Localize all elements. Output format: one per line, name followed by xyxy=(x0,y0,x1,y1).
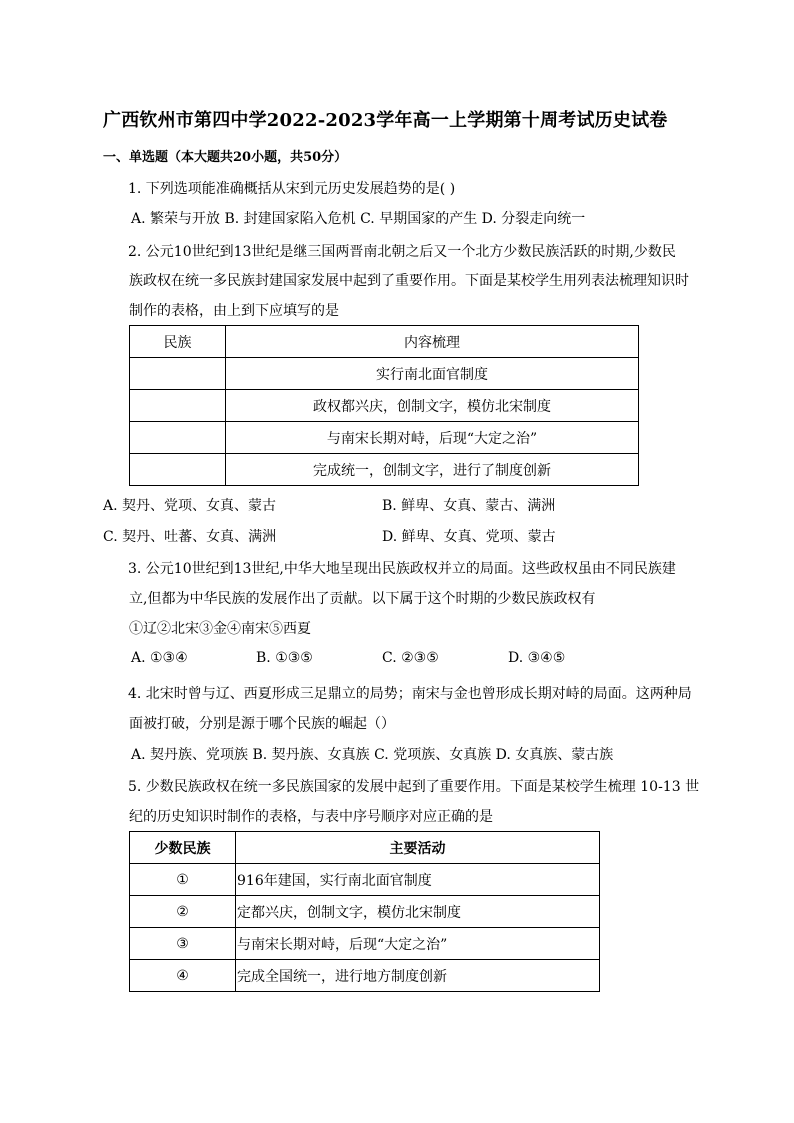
q2-option-c: C. 契丹、吐蕃、女真、满洲 xyxy=(103,529,277,545)
q1-stem: 1. 下列选项能准确概括从宋到元历史发展趋势的是( ) xyxy=(128,181,456,197)
q2-stem-line2: 族政权在统一多民族封建国家发展中起到了重要作用。下面是某校学生用列表法梳理知识时 xyxy=(129,273,689,289)
table-row xyxy=(130,422,639,454)
table-cell-blank xyxy=(130,454,226,486)
table-row xyxy=(130,960,600,992)
q3-option-c: C. ②③⑤ xyxy=(382,650,439,666)
table-cell: 916年建国，实行南北面官制度 xyxy=(236,864,600,896)
table-cell-blank xyxy=(130,358,226,390)
q5-stem-line1: 5. 少数民族政权在统一多民族国家的发展中起到了重要作用。下面是某校学生梳理 10-13 世 xyxy=(128,779,700,795)
q4-options: A. 契丹族、党项族 B. 契丹族、女真族 C. 党项族、女真族 D. 女真族、蒙古族 xyxy=(131,747,614,763)
q2-stem-line1: 2. 公元10世纪到13世纪是继三国两晋南北朝之后又一个北方少数民族活跃的时期,少数民 xyxy=(128,244,676,260)
table-header-cell: 民族 xyxy=(130,326,226,358)
table-cell: 定都兴庆，创制文字，模仿北宋制度 xyxy=(236,896,600,928)
table-row xyxy=(130,390,639,422)
q2-stem-line3: 制作的表格，由上到下应填写的是 xyxy=(129,303,339,319)
table-cell: 完成统一，创制文字，进行了制度创新 xyxy=(226,454,639,486)
table-cell: 完成全国统一，进行地方制度创新 xyxy=(236,960,600,992)
table-cell: 实行南北面官制度 xyxy=(226,358,639,390)
q2-option-b: B. 鲜卑、女真、蒙古、满洲 xyxy=(382,498,556,514)
q4-stem-line2: 面被打破，分别是源于哪个民族的崛起（） xyxy=(129,716,395,732)
table-cell-number: ④ xyxy=(130,960,236,992)
table-header-row xyxy=(130,832,600,864)
q4-stem-line1: 4. 北宋时曾与辽、西夏形成三足鼎立的局势；南宋与金也曾形成长期对峙的局面。这两种局 xyxy=(128,686,692,702)
table-header-cell: 少数民族 xyxy=(130,832,236,864)
q3-stem-line3: ①辽②北宋③金④南宋⑤西夏 xyxy=(129,621,311,637)
q2-option-a: A. 契丹、党项、女真、蒙古 xyxy=(103,498,277,514)
q2-table xyxy=(129,325,639,486)
table-cell: 与南宋长期对峙，后现“大定之治” xyxy=(226,422,639,454)
q3-option-a: A. ①③④ xyxy=(131,650,188,666)
q5-stem-line2: 纪的历史知识时制作的表格，与表中序号顺序对应正确的是 xyxy=(129,809,493,825)
q5-table xyxy=(129,831,600,992)
table-cell-number: ① xyxy=(130,864,236,896)
table-row xyxy=(130,896,600,928)
table-cell-number: ③ xyxy=(130,928,236,960)
table-cell: 与南宋长期对峙，后现“大定之治” xyxy=(236,928,600,960)
table-cell-number: ② xyxy=(130,896,236,928)
table-row xyxy=(130,358,639,390)
table-row xyxy=(130,928,600,960)
table-row xyxy=(130,864,600,896)
q1-options: A. 繁荣与开放 B. 封建国家陷入危机 C. 早期国家的产生 D. 分裂走向统一 xyxy=(131,211,586,227)
q3-option-d: D. ③④⑤ xyxy=(508,650,566,666)
table-cell-blank xyxy=(130,390,226,422)
table-row xyxy=(130,454,639,486)
q2-option-d: D. 鲜卑、女真、党项、蒙古 xyxy=(382,529,556,545)
table-cell-blank xyxy=(130,422,226,454)
section-heading: 一、单选题（本大题共20小题，共50分） xyxy=(103,150,348,165)
table-cell: 政权都兴庆，创制文字，模仿北宋制度 xyxy=(226,390,639,422)
q3-stem-line2: 立,但都为中华民族的发展作出了贡献。以下属于这个时期的少数民族政权有 xyxy=(129,591,596,607)
table-header-cell: 主要活动 xyxy=(236,832,600,864)
table-header-cell: 内容梳理 xyxy=(226,326,639,358)
exam-title: 广西钦州市第四中学2022-2023学年高一上学期第十周考试历史试卷 xyxy=(103,110,668,131)
table-header-row xyxy=(130,326,639,358)
q3-stem-line1: 3. 公元10世纪到13世纪,中华大地呈现出民族政权并立的局面。这些政权虽由不同民族建 xyxy=(128,561,676,577)
q3-option-b: B. ①③⑤ xyxy=(256,650,313,666)
